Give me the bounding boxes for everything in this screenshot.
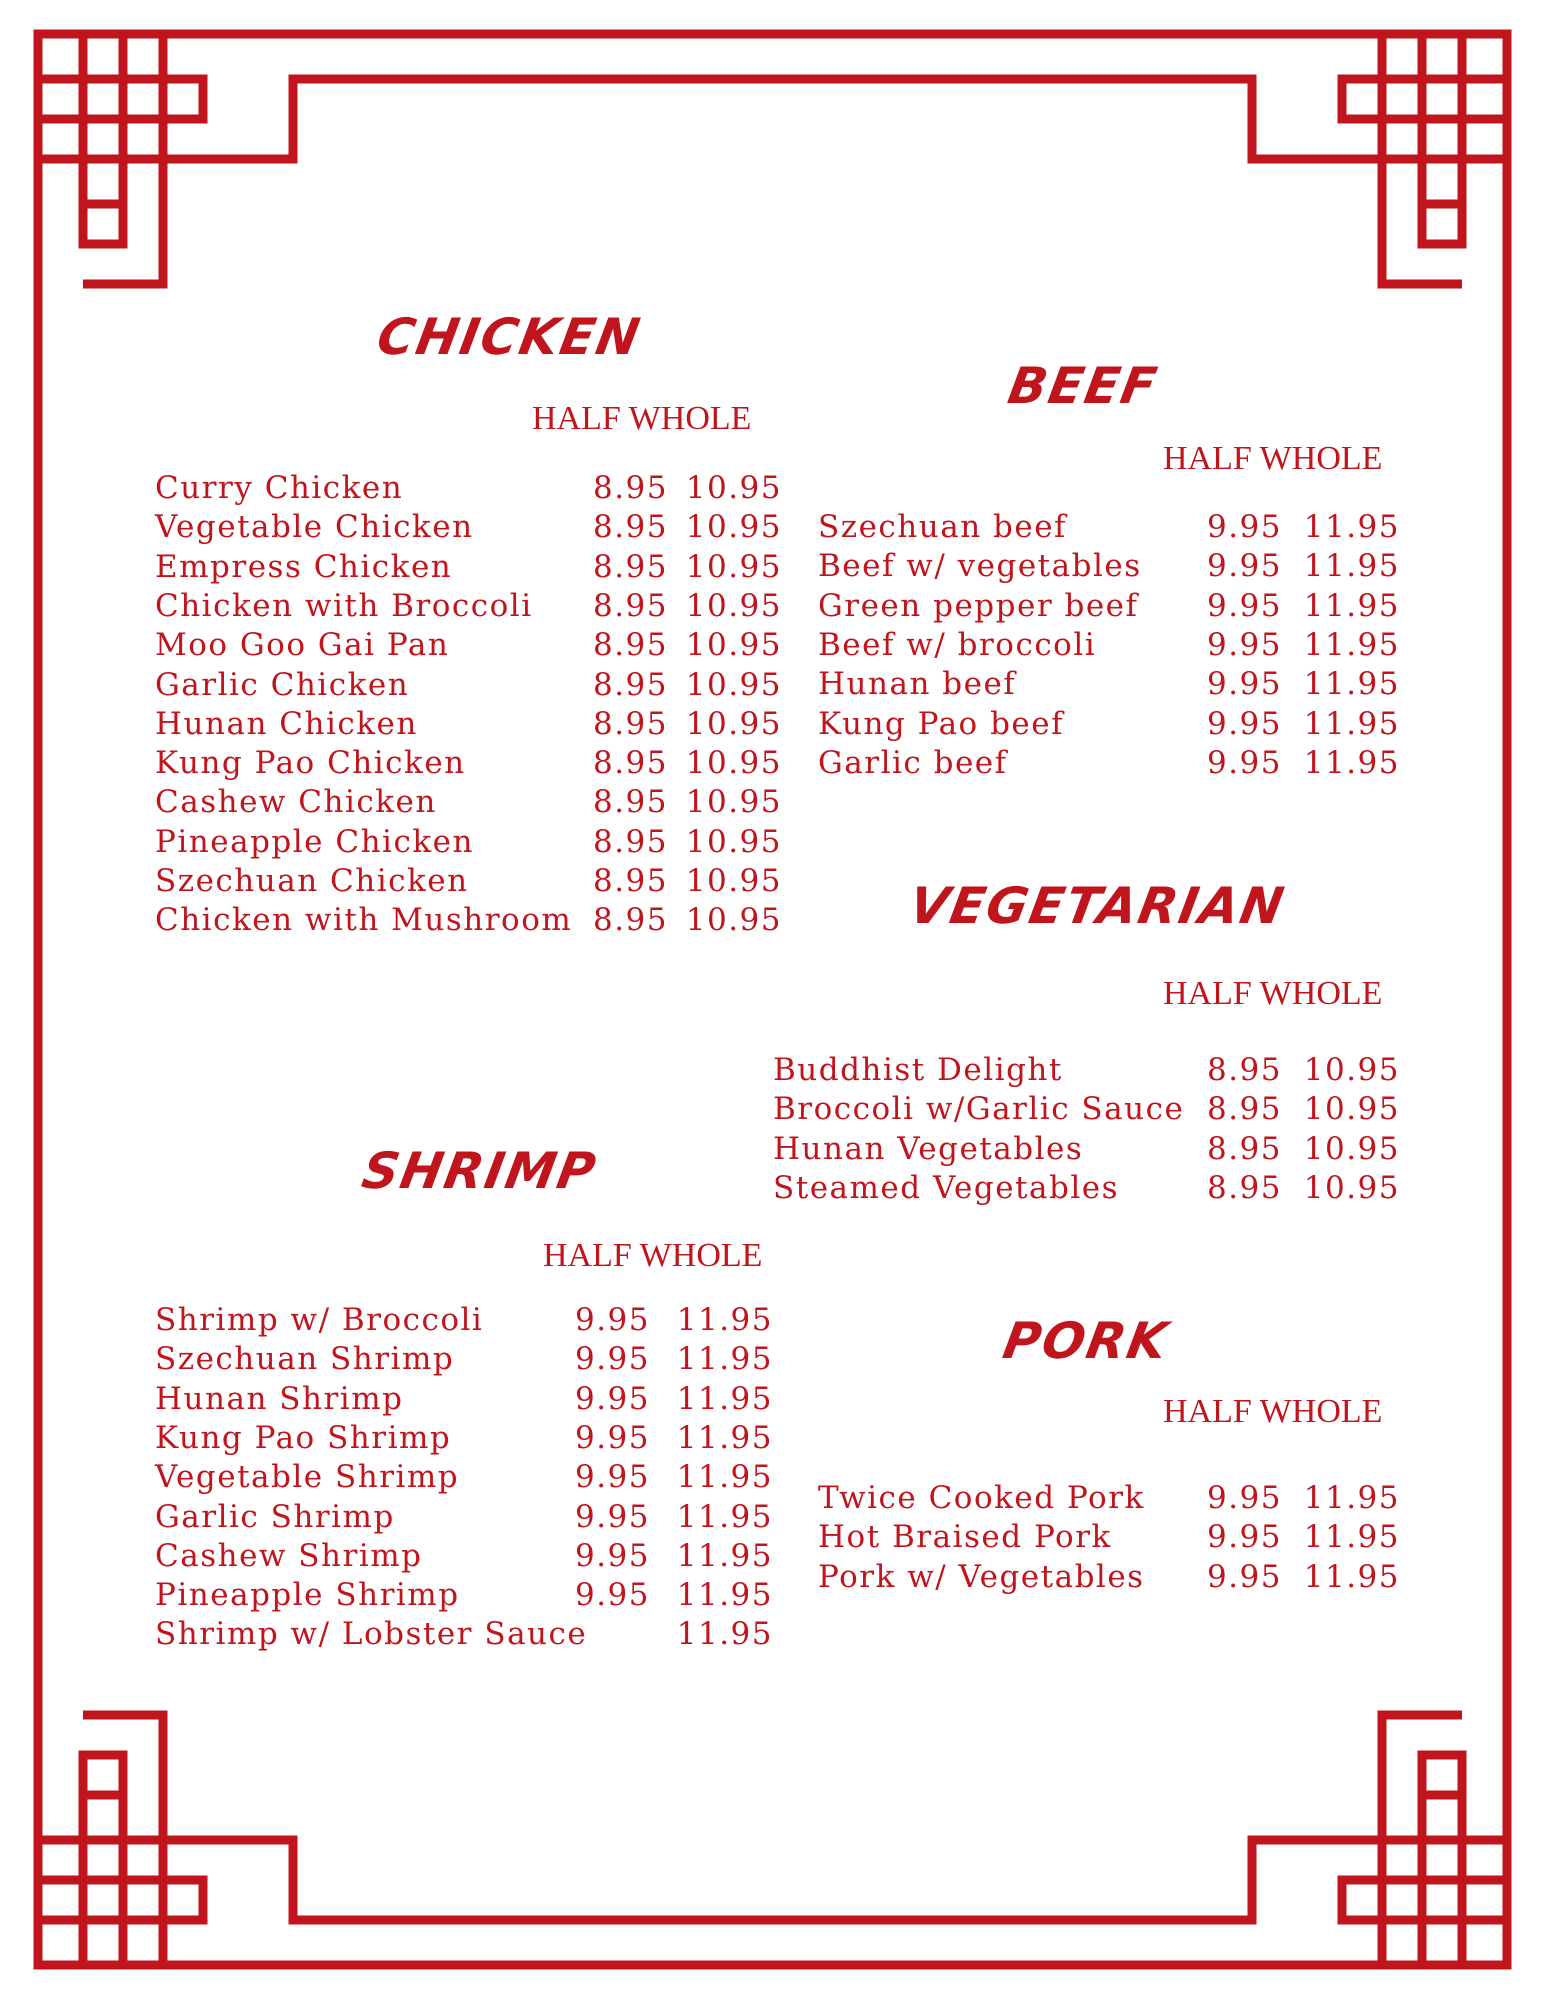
whole-price: 11.95: [676, 1498, 773, 1535]
column-headers: HALF WHOLE: [543, 1237, 763, 1274]
whole-price: 10.95: [1303, 1052, 1400, 1088]
whole-price: 11.95: [1303, 744, 1400, 781]
item-name: Chicken with Mushroom: [155, 902, 573, 939]
whole-price: 11.95: [676, 1380, 773, 1417]
half-price: 9.95: [1206, 744, 1282, 781]
half-price: 8.95: [592, 587, 668, 624]
item-name: Buddhist Delight: [773, 1052, 1063, 1088]
half-price: 9.95: [1206, 705, 1282, 742]
whole-price: 11.95: [676, 1302, 773, 1338]
item-name: Hot Braised Pork: [818, 1519, 1112, 1556]
whole-price: 10.95: [685, 784, 782, 821]
whole-price: 10.95: [685, 863, 782, 899]
whole-price: 11.95: [676, 1419, 773, 1456]
menu-item: [818, 744, 1400, 783]
whole-price: 11.95: [676, 1537, 773, 1574]
whole-price: 11.95: [676, 1341, 773, 1378]
whole-price: 10.95: [685, 823, 782, 860]
half-price: 8.95: [592, 627, 668, 664]
item-name: Curry Chicken: [155, 470, 404, 506]
item-name: Szechuan Shrimp: [155, 1341, 455, 1378]
section-title: BEEF: [1003, 357, 1163, 415]
whole-price: 11.95: [1303, 548, 1400, 585]
item-name: Moo Goo Gai Pan: [155, 627, 450, 664]
menu-item: [155, 548, 782, 587]
half-price: 8.95: [1206, 1052, 1282, 1088]
whole-price: 10.95: [685, 470, 782, 506]
item-name: Shrimp w/ Broccoli: [155, 1302, 484, 1338]
half-price: 9.95: [1206, 509, 1282, 545]
menu-item: [155, 1419, 773, 1458]
whole-price: 10.95: [685, 666, 782, 703]
menu-item: [155, 783, 782, 822]
half-price: 9.95: [1206, 548, 1282, 585]
whole-price: 10.95: [1303, 1130, 1400, 1167]
half-price: 8.95: [592, 470, 668, 506]
half-price: 8.95: [592, 548, 668, 585]
half-price: 8.95: [1206, 1091, 1282, 1128]
section-title: VEGETARIAN: [904, 877, 1290, 935]
whole-price: 10.95: [685, 587, 782, 624]
half-price: 9.95: [574, 1380, 650, 1417]
menu-item: [155, 1340, 773, 1379]
half-price: 8.95: [1206, 1130, 1282, 1167]
column-headers: HALF WHOLE: [1163, 440, 1383, 477]
item-name: Garlic Chicken: [155, 666, 410, 703]
half-price: 8.95: [592, 509, 668, 546]
item-name: Pineapple Shrimp: [155, 1577, 460, 1614]
half-price: 9.95: [574, 1419, 650, 1456]
item-name: Pork w/ Vegetables: [818, 1558, 1145, 1595]
item-name: Broccoli w/Garlic Sauce: [773, 1091, 1185, 1128]
menu-item: [155, 587, 782, 626]
menu-item: [155, 862, 782, 901]
item-name: Beef w/ vegetables: [818, 548, 1142, 585]
section-title: CHICKEN: [372, 308, 646, 366]
half-price: 9.95: [574, 1341, 650, 1378]
whole-price: 10.95: [685, 902, 782, 939]
menu-item: [155, 469, 782, 508]
half-price: 9.95: [574, 1498, 650, 1535]
whole-price: 11.95: [1303, 1558, 1400, 1595]
item-name: Chicken with Broccoli: [155, 587, 533, 624]
whole-price: 11.95: [1303, 1519, 1400, 1556]
whole-price: 11.95: [1303, 1480, 1400, 1516]
whole-price: 10.95: [685, 548, 782, 585]
whole-price: 11.95: [676, 1577, 773, 1614]
column-headers: HALF WHOLE: [1163, 1393, 1383, 1430]
item-name: Shrimp w/ Lobster Sauce: [155, 1616, 588, 1653]
menu-item: [155, 626, 782, 665]
menu-item: [818, 665, 1400, 704]
item-name: Garlic Shrimp: [155, 1498, 395, 1535]
item-name: Steamed Vegetables: [773, 1169, 1119, 1206]
section-title: PORK: [998, 1312, 1174, 1370]
menu-item: [818, 705, 1400, 744]
menu-item: [818, 1479, 1400, 1518]
whole-price: 11.95: [1303, 626, 1400, 663]
menu-item: [155, 1537, 773, 1576]
half-price: 8.95: [592, 902, 668, 939]
menu-item: [773, 1169, 1400, 1208]
menu-item: [818, 508, 1400, 547]
item-name: Hunan Chicken: [155, 705, 418, 742]
item-name: Green pepper beef: [818, 587, 1139, 624]
menu-item: [155, 508, 782, 547]
menu-item: [155, 705, 782, 744]
half-price: 9.95: [574, 1577, 650, 1614]
section-title: SHRIMP: [357, 1142, 602, 1200]
menu-item: [818, 1518, 1400, 1557]
item-name: Hunan Shrimp: [155, 1380, 404, 1417]
item-name: Hunan Vegetables: [773, 1130, 1084, 1167]
half-price: 9.95: [1206, 666, 1282, 703]
whole-price: 10.95: [685, 705, 782, 742]
menu-item: [818, 587, 1400, 626]
menu-item: [818, 547, 1400, 586]
half-price: 9.95: [1206, 1519, 1282, 1556]
menu-item: [155, 1458, 773, 1497]
half-price: 8.95: [592, 745, 668, 782]
half-price: 8.95: [592, 784, 668, 821]
menu-item: [155, 1498, 773, 1537]
item-name: Empress Chicken: [155, 548, 453, 585]
whole-price: 10.95: [1303, 1091, 1400, 1128]
item-name: Kung Pao Chicken: [155, 745, 466, 782]
half-price: 8.95: [592, 666, 668, 703]
menu-item: [818, 626, 1400, 665]
item-name: Garlic beef: [818, 744, 1008, 781]
menu-item: [773, 1130, 1400, 1169]
item-name: Twice Cooked Pork: [818, 1480, 1145, 1516]
half-price: 9.95: [1206, 1480, 1282, 1516]
column-headers: HALF WHOLE: [1163, 975, 1383, 1012]
menu-item: [155, 1301, 773, 1340]
item-name: Kung Pao beef: [818, 705, 1065, 742]
whole-price: 10.95: [685, 509, 782, 546]
half-price: 9.95: [1206, 626, 1282, 663]
half-price: 9.95: [574, 1537, 650, 1574]
whole-price: 11.95: [676, 1616, 773, 1653]
item-name: Pineapple Chicken: [155, 823, 474, 860]
whole-price: 10.95: [1303, 1169, 1400, 1206]
half-price: 8.95: [592, 863, 668, 899]
menu-item: [818, 1558, 1400, 1597]
menu-item: [155, 823, 782, 862]
column-headers: HALF WHOLE: [532, 400, 752, 437]
half-price: 9.95: [1206, 1558, 1282, 1595]
item-name: Vegetable Chicken: [155, 509, 474, 546]
whole-price: 11.95: [1303, 587, 1400, 624]
item-name: Hunan beef: [818, 666, 1017, 703]
half-price: 9.95: [574, 1302, 650, 1338]
whole-price: 11.95: [1303, 705, 1400, 742]
whole-price: 11.95: [1303, 509, 1400, 545]
item-name: Szechuan Chicken: [155, 863, 469, 899]
whole-price: 11.95: [676, 1459, 773, 1496]
whole-price: 11.95: [1303, 666, 1400, 703]
menu-item: [155, 901, 782, 940]
half-price: 9.95: [574, 1459, 650, 1496]
item-name: Beef w/ broccoli: [818, 626, 1097, 663]
item-name: Cashew Chicken: [155, 784, 437, 821]
half-price: 8.95: [1206, 1169, 1282, 1206]
half-price: 8.95: [592, 705, 668, 742]
menu-item: [155, 1615, 773, 1654]
half-price: 8.95: [592, 823, 668, 860]
item-name: Vegetable Shrimp: [155, 1459, 460, 1496]
whole-price: 10.95: [685, 745, 782, 782]
menu-item: [155, 1576, 773, 1615]
menu-item: [155, 1380, 773, 1419]
item-name: Cashew Shrimp: [155, 1537, 423, 1574]
menu-item: [773, 1090, 1400, 1129]
half-price: 9.95: [1206, 587, 1282, 624]
whole-price: 10.95: [685, 627, 782, 664]
menu-item: [773, 1051, 1400, 1090]
item-name: Szechuan beef: [818, 509, 1068, 545]
menu-item: [155, 666, 782, 705]
item-name: Kung Pao Shrimp: [155, 1419, 452, 1456]
menu-item: [155, 744, 782, 783]
